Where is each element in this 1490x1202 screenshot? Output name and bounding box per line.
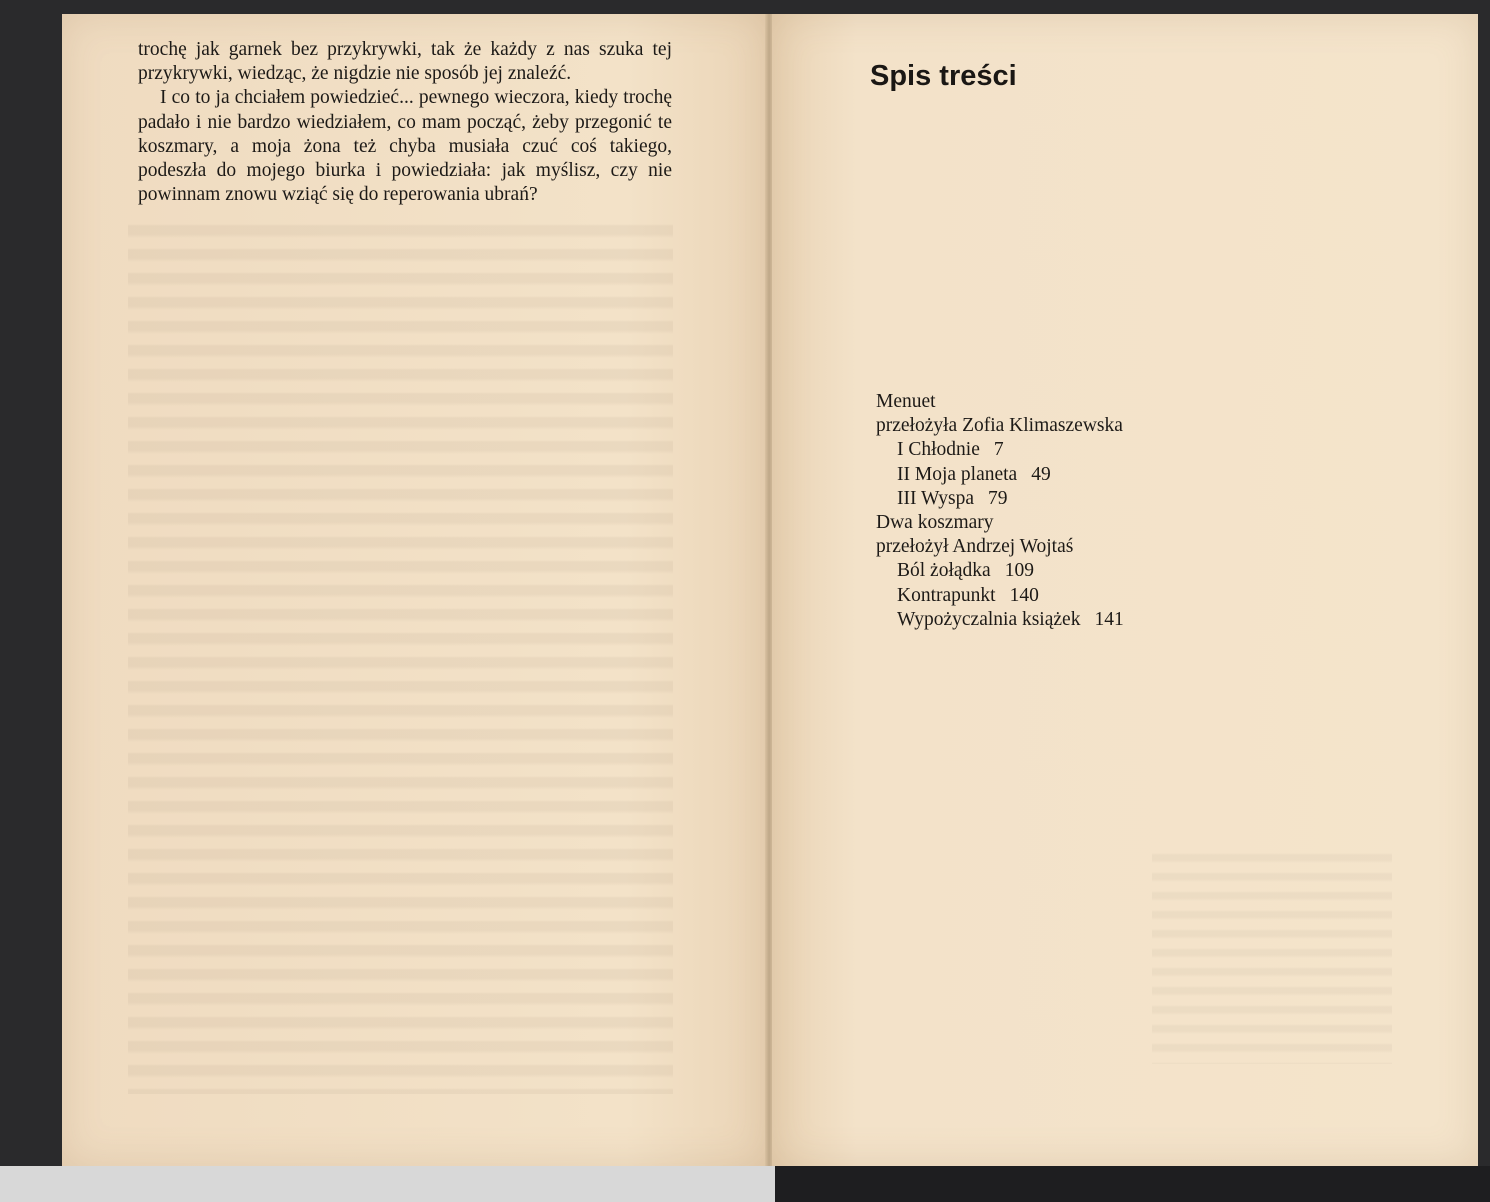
- toc-entry: [876, 559, 1124, 583]
- left-page: [62, 14, 767, 1166]
- toc-entry: [876, 414, 1124, 438]
- toc-entry: [876, 608, 1124, 632]
- toc-page-number: 140: [1009, 584, 1039, 606]
- toc-label: przełożyła Zofia Klimaszewska: [876, 415, 1123, 437]
- toc-page-number: 7: [993, 439, 1004, 461]
- toc-label: II Moja planeta: [897, 463, 1018, 485]
- toc-label: Wypożyczalnia książek: [897, 608, 1081, 630]
- toc-label: przełożył Andrzej Wojtaś: [876, 536, 1074, 558]
- toc-label: I Chłodnie: [897, 439, 980, 461]
- toc-page-number: 109: [1004, 560, 1034, 582]
- toc-entry: [876, 584, 1124, 608]
- book-cover-edge: [775, 1166, 1490, 1202]
- toc-label: Menuet: [876, 391, 936, 412]
- page-title: Spis treści: [870, 60, 1017, 92]
- toc-entry: [876, 390, 1124, 414]
- page-bottom-edge: [0, 1166, 1490, 1202]
- paragraph: trochę jak garnek bez przykrywki, tak że każdy z nas szuka tej przykrywki, wiedząc, że nigdzie nie sposób jej znaleźć.: [138, 39, 672, 85]
- toc-label: Ból żołądka: [897, 560, 991, 582]
- toc-entry: [876, 511, 1124, 535]
- show-through-text: [128, 214, 673, 1094]
- table-of-contents: [876, 390, 1124, 632]
- toc-entry: [876, 438, 1124, 462]
- toc-label: III Wyspa: [897, 487, 974, 509]
- paragraph: I co to ja chciałem powiedzieć... pewnego wieczora, kiedy trochę padało i nie bardzo wiedziałem, co mam począć, żeby przegonić te koszmary, a moja żona też chyba musiała czuć coś takiego, podeszła do mojego biurka i powiedziała: jak myślisz, czy nie powinnam znowu wziąć się do reperowania ubrań?: [138, 87, 672, 206]
- toc-page-number: 141: [1094, 608, 1124, 630]
- toc-label: Kontrapunkt: [897, 584, 996, 606]
- toc-entry: [876, 535, 1124, 559]
- toc-entry: [876, 463, 1124, 487]
- body-text: [138, 38, 672, 207]
- toc-entry: [876, 487, 1124, 511]
- toc-label: Dwa koszmary: [876, 512, 994, 534]
- show-through-colophon: [1152, 844, 1392, 1064]
- toc-page-number: 49: [1031, 463, 1051, 485]
- toc-page-number: 79: [987, 487, 1008, 509]
- right-page: [772, 14, 1478, 1166]
